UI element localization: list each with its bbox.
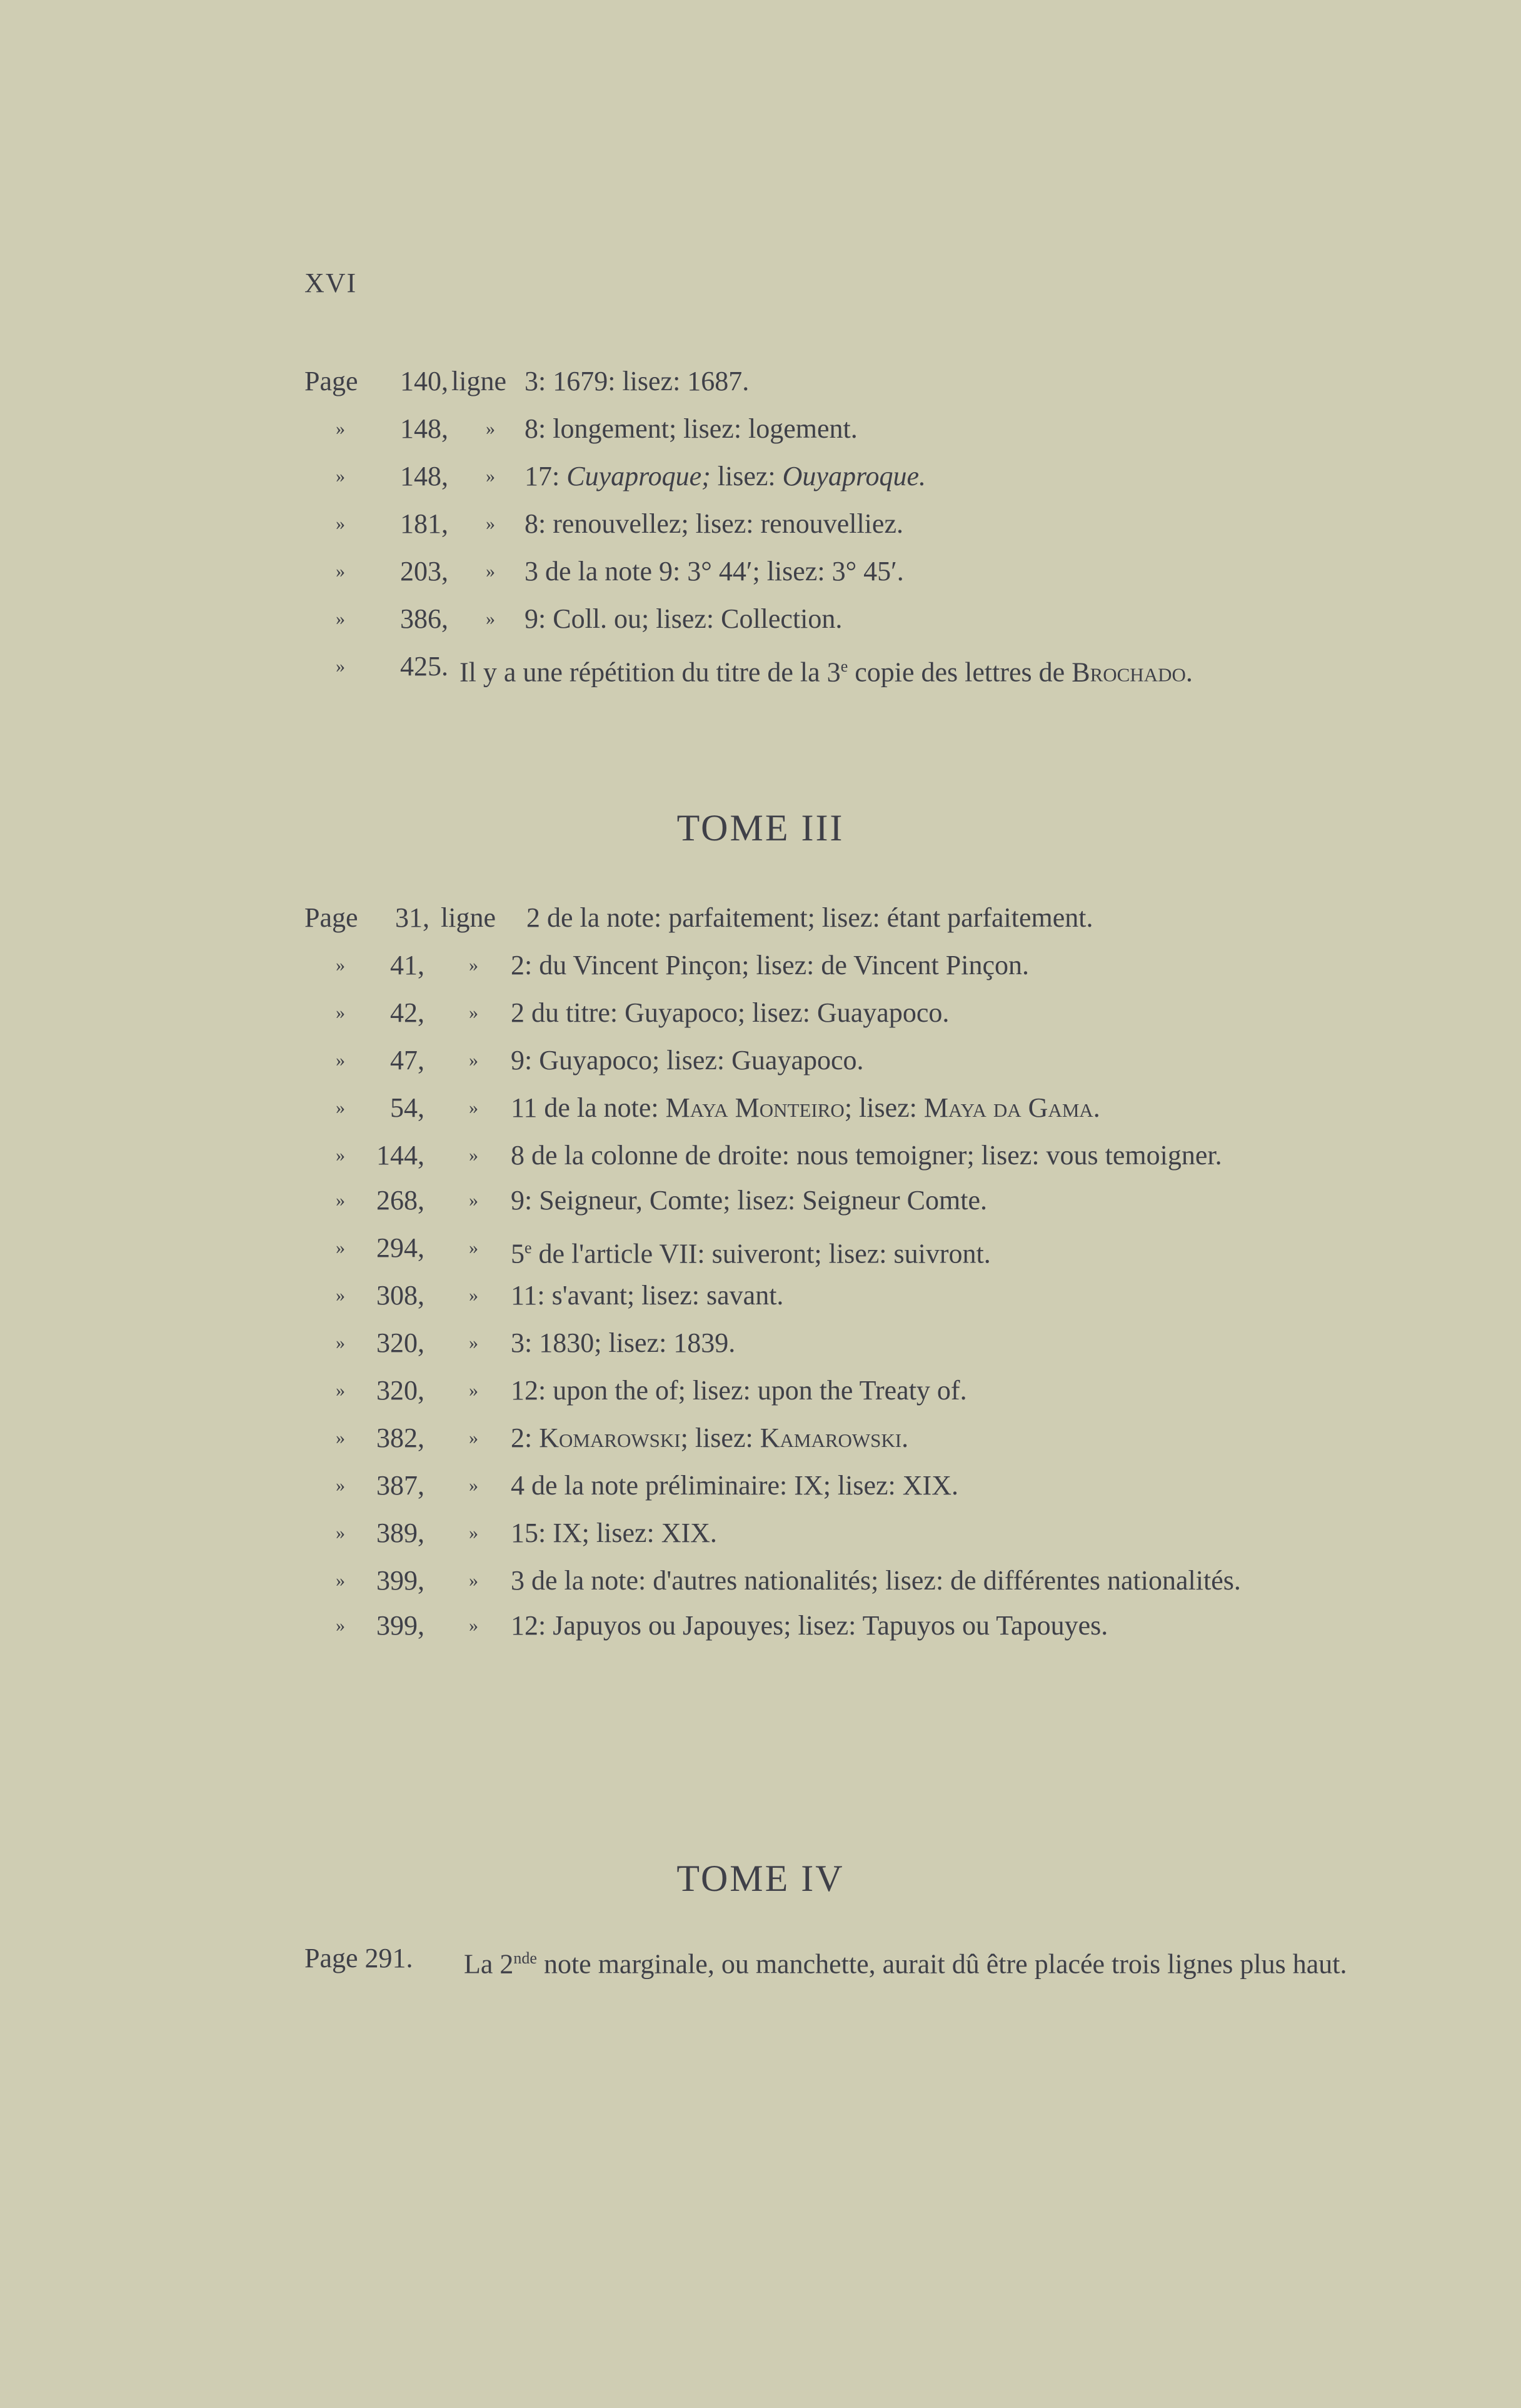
- ditto-mark: »: [469, 1570, 478, 1591]
- ditto-mark: »: [336, 1002, 345, 1023]
- ditto-mark: »: [469, 1190, 478, 1211]
- entry-page-number: 54,: [390, 1092, 424, 1123]
- entry-correction: 2 de la note: parfaitement; lisez: étant parfaitement.: [526, 902, 1093, 933]
- entry-correction: 2: Komarowski; lisez: Kamarowski.: [511, 1423, 909, 1453]
- errata-entry: [304, 595, 1361, 643]
- errata-entry: [304, 1037, 1361, 1084]
- entry-page-number: 308,: [376, 1280, 424, 1311]
- ditto-mark: »: [336, 418, 345, 439]
- entry-page-number: 294,: [376, 1232, 424, 1263]
- entry-correction: La 2nde note marginale, ou manchette, aurait dû être placée trois lignes plus haut.: [464, 1948, 1347, 1980]
- ditto-mark: »: [336, 561, 345, 582]
- entry-page-number: 389,: [376, 1518, 424, 1548]
- ditto-mark: »: [336, 656, 345, 677]
- errata-entry: [304, 1177, 1361, 1224]
- ditto-mark: »: [469, 955, 478, 975]
- section-heading-tome-4: TOME IV: [676, 1858, 845, 1899]
- entry-page-number: 31,: [395, 902, 429, 933]
- errata-entry: [304, 453, 1361, 500]
- entry-page-number: 399,: [376, 1610, 424, 1641]
- entry-page-number: 148,: [400, 461, 448, 491]
- entry-correction: 2 du titre: Guyapoco; lisez: Guayapoco.: [511, 997, 950, 1028]
- ditto-mark: »: [486, 561, 495, 582]
- entry-correction: 15: IX; lisez: XIX.: [511, 1518, 717, 1548]
- ditto-mark: »: [469, 1523, 478, 1543]
- ditto-mark: »: [469, 1237, 478, 1258]
- errata-entry: [304, 894, 1361, 942]
- entry-line-label: ligne: [451, 366, 506, 396]
- entry-page-number: 181,: [400, 508, 448, 539]
- errata-entry: [304, 1414, 1361, 1462]
- entry-page-number: 268,: [376, 1185, 424, 1216]
- entry-correction: 11 de la note: Maya Monteiro; lisez: Maya da Gama.: [511, 1092, 1100, 1123]
- errata-entry: [304, 358, 1361, 405]
- errata-entry: [304, 1319, 1361, 1367]
- entry-correction: 8 de la colonne de droite: nous temoigner; lisez: vous temoigner.: [511, 1140, 1222, 1171]
- ditto-mark: »: [336, 1285, 345, 1306]
- entry-page-number: 148,: [400, 413, 448, 444]
- entry-correction: 8: renouvellez; lisez: renouvelliez.: [525, 508, 903, 539]
- entry-correction: 9: Coll. ou; lisez: Collection.: [525, 603, 843, 634]
- ditto-mark: »: [336, 1145, 345, 1166]
- entry-page-number: 144,: [376, 1140, 424, 1171]
- errata-entry: [304, 1084, 1361, 1132]
- entry-page-number: 41,: [390, 950, 424, 980]
- ditto-mark: »: [486, 608, 495, 629]
- ditto-mark: »: [336, 1380, 345, 1401]
- ditto-mark: »: [336, 1475, 345, 1496]
- entry-page-number: 382,: [376, 1423, 424, 1453]
- entry-page-number: 47,: [390, 1045, 424, 1076]
- errata-entry: [304, 1557, 1361, 1602]
- ditto-mark: »: [336, 1237, 345, 1258]
- ditto-mark: »: [469, 1615, 478, 1636]
- entry-page-label: Page: [304, 902, 358, 933]
- entry-correction: 3: 1830; lisez: 1839.: [511, 1327, 736, 1358]
- entry-line-label: ligne: [441, 902, 496, 933]
- ditto-mark: »: [469, 1332, 478, 1353]
- entry-correction: 4 de la note préliminaire: IX; lisez: XIX.: [511, 1470, 958, 1501]
- ditto-mark: »: [336, 1523, 345, 1543]
- errata-entry: [304, 643, 1361, 690]
- errata-entry: [304, 1367, 1361, 1414]
- entry-page-number: 386,: [400, 603, 448, 634]
- entry-page-number: 203,: [400, 556, 448, 587]
- ditto-mark: »: [469, 1380, 478, 1401]
- entry-correction: 5e de l'article VII: suiveront; lisez: suivront.: [511, 1238, 991, 1269]
- entry-page-number: 387,: [376, 1470, 424, 1501]
- entry-correction: 11: s'avant; lisez: savant.: [511, 1280, 784, 1311]
- errata-entry: [304, 548, 1361, 595]
- entry-page-number: 399,: [376, 1565, 424, 1596]
- ditto-mark: »: [336, 513, 345, 534]
- errata-entry: [304, 989, 1361, 1037]
- entry-correction: 17: Cuyaproque; lisez: Ouyaproque.: [525, 461, 926, 491]
- ditto-mark: »: [336, 955, 345, 975]
- errata-entry: [304, 1509, 1361, 1557]
- ditto-mark: »: [486, 513, 495, 534]
- ditto-mark: »: [469, 1145, 478, 1166]
- entry-correction: 3 de la note 9: 3° 44′; lisez: 3° 45′.: [525, 556, 904, 587]
- errata-entry: [304, 1132, 1361, 1177]
- errata-entry: [304, 1272, 1361, 1319]
- ditto-mark: »: [336, 1050, 345, 1071]
- entry-correction: 9: Guyapoco; lisez: Guayapoco.: [511, 1045, 864, 1076]
- ditto-mark: »: [486, 466, 495, 486]
- ditto-mark: »: [469, 1097, 478, 1118]
- section-heading-tome-3: TOME III: [676, 807, 845, 849]
- errata-entry: [304, 1602, 1361, 1650]
- ditto-mark: »: [469, 1050, 478, 1071]
- entry-correction: 12: Japuyos ou Japouyes; lisez: Tapuyos ou Tapouyes.: [511, 1610, 1108, 1641]
- errata-list-tome-3: [304, 894, 1361, 1650]
- entry-page-number: 42,: [390, 997, 424, 1028]
- ditto-mark: »: [486, 418, 495, 439]
- errata-entry: [304, 1224, 1361, 1272]
- ditto-mark: »: [336, 466, 345, 486]
- entry-correction: 3 de la note: d'autres nationalités; lisez: de différentes nationalités.: [511, 1565, 1241, 1596]
- entry-page-number: 320,: [376, 1327, 424, 1358]
- ditto-mark: »: [469, 1285, 478, 1306]
- ditto-mark: »: [336, 1332, 345, 1353]
- entry-correction: 9: Seigneur, Comte; lisez: Seigneur Comte.: [511, 1185, 988, 1216]
- ditto-mark: »: [336, 1428, 345, 1448]
- errata-entry: [304, 405, 1361, 453]
- entry-correction: 8: longement; lisez: logement.: [525, 413, 858, 444]
- entry-page-label: Page: [304, 366, 358, 396]
- ditto-mark: »: [336, 1097, 345, 1118]
- ditto-mark: »: [336, 1615, 345, 1636]
- ditto-mark: »: [469, 1002, 478, 1023]
- errata-entry: [304, 942, 1361, 989]
- page-number: XVI: [304, 268, 358, 298]
- entry-page-label: Page 291.: [304, 1943, 413, 1973]
- entry-page-number: 425.: [400, 651, 448, 682]
- entry-page-number: 140,: [400, 366, 448, 396]
- ditto-mark: »: [336, 1570, 345, 1591]
- entry-page-number: 320,: [376, 1375, 424, 1406]
- ditto-mark: »: [336, 1190, 345, 1211]
- entry-correction: 12: upon the of; lisez: upon the Treaty of.: [511, 1375, 967, 1406]
- ditto-mark: »: [469, 1475, 478, 1496]
- ditto-mark: »: [469, 1428, 478, 1448]
- errata-list-tome-2: [304, 358, 1361, 690]
- ditto-mark: »: [336, 608, 345, 629]
- entry-correction: Il y a une répétition du titre de la 3e copie des lettres de Brochado.: [459, 657, 1193, 688]
- errata-entry: [304, 500, 1361, 548]
- errata-entry-tome-4: [304, 1937, 1361, 1986]
- errata-entry: [304, 1462, 1361, 1509]
- entry-correction: 2: du Vincent Pinçon; lisez: de Vincent Pinçon.: [511, 950, 1029, 980]
- entry-correction: 3: 1679: lisez: 1687.: [525, 366, 750, 396]
